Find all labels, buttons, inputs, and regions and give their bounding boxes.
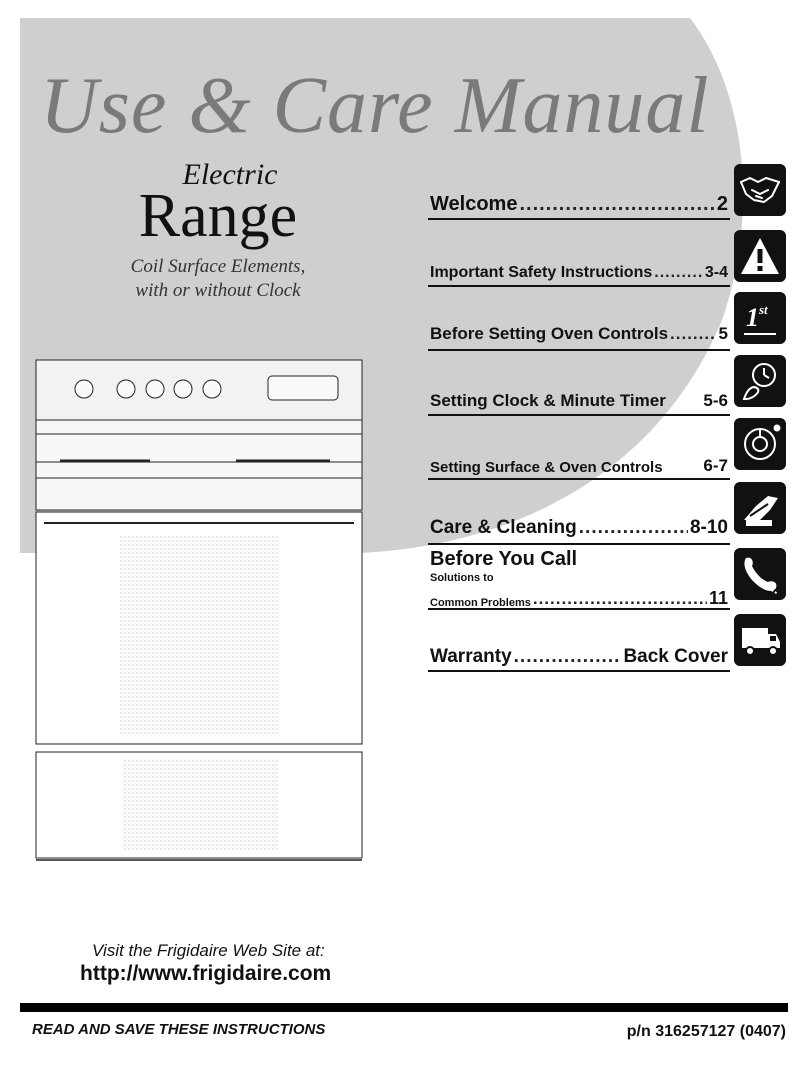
toc-label: Setting Surface & Oven Controls xyxy=(430,459,663,476)
toc-item-safety[interactable] xyxy=(430,256,728,282)
range-knob xyxy=(146,380,164,398)
toc-leader-dots xyxy=(514,646,622,668)
range-oven-window xyxy=(200,536,280,736)
range-top-edge xyxy=(36,462,362,478)
cleaning-icon xyxy=(734,482,786,534)
toc-page-number: 5 xyxy=(718,324,728,343)
phone-icon xyxy=(734,548,786,600)
toc-page-number: 6-7 xyxy=(703,456,728,475)
svg-text:1: 1 xyxy=(746,303,759,332)
toc-leader-dots xyxy=(519,193,714,216)
toc-page-number: 5-6 xyxy=(703,391,728,410)
toc-divider xyxy=(428,670,730,672)
product-type: Electric xyxy=(182,158,278,191)
toc-leader-dots xyxy=(579,517,688,539)
handshake-icon xyxy=(734,164,786,216)
toc-item-before-setting[interactable] xyxy=(430,318,728,344)
toc-item-care-cleaning[interactable] xyxy=(430,513,728,539)
read-and-save-notice: READ AND SAVE THESE INSTRUCTIONS xyxy=(32,1021,326,1038)
toc-divider xyxy=(428,285,730,287)
toc-page-number: 11 xyxy=(708,588,728,608)
manual-title: Use & Care Manual xyxy=(40,62,710,150)
toc-divider xyxy=(428,218,730,220)
toc-leader-dots xyxy=(670,324,717,344)
toc-label: Before Setting Oven Controls xyxy=(430,324,669,343)
toc-sublabel: Common Problems xyxy=(430,597,531,609)
range-clock-display xyxy=(268,376,338,400)
first-icon xyxy=(734,292,786,344)
product-name: Range xyxy=(138,182,298,250)
toc-label: Setting Clock & Minute Timer xyxy=(430,391,666,410)
toc-divider xyxy=(428,478,730,480)
toc-divider xyxy=(428,349,730,351)
product-subtitle-line: with or without Clock xyxy=(135,280,301,302)
toc-page-number: 3-4 xyxy=(704,264,728,281)
toc-item-common-problems[interactable] xyxy=(430,583,728,609)
website-link[interactable]: http://www.frigidaire.com xyxy=(80,962,332,985)
toc-page-number: Back Cover xyxy=(623,646,728,667)
toc-item-before-you-call[interactable]: Before You Call xyxy=(430,548,578,570)
clock-icon xyxy=(734,355,786,407)
range-drawer-panel xyxy=(122,758,278,850)
range-knob xyxy=(174,380,192,398)
product-subtitle xyxy=(108,255,328,304)
warning-icon xyxy=(734,230,786,282)
truck-icon xyxy=(734,614,786,666)
toc-page-number: 8-10 xyxy=(689,517,728,538)
range-illustration xyxy=(36,360,362,860)
range-control-strip xyxy=(36,478,362,510)
range-oven-window xyxy=(120,536,200,736)
toc-divider xyxy=(428,414,730,416)
range-knob xyxy=(117,380,135,398)
toc-label: Warranty xyxy=(430,646,512,667)
toc-page-number: 2 xyxy=(716,193,728,215)
footer-bar xyxy=(20,1003,788,1012)
toc-label: Welcome xyxy=(430,193,518,215)
toc-leader-dots xyxy=(533,589,707,609)
part-number: p/n 316257127 (0407) xyxy=(626,1023,786,1040)
toc-item-clock[interactable] xyxy=(430,385,728,411)
toc-sublabel: Solutions to xyxy=(430,572,494,584)
svg-text:st: st xyxy=(759,302,768,317)
toc-item-warranty[interactable] xyxy=(430,642,728,668)
range-knob xyxy=(203,380,221,398)
toc-item-welcome[interactable] xyxy=(430,190,728,216)
toc-divider xyxy=(428,543,730,545)
toc-leader-dots xyxy=(654,264,703,282)
knob-icon xyxy=(734,418,786,470)
range-knob xyxy=(75,380,93,398)
product-subtitle-line: Coil Surface Elements, xyxy=(130,256,306,277)
toc-divider xyxy=(428,608,730,610)
toc-label: Care & Cleaning xyxy=(430,517,577,538)
website-prompt: Visit the Frigidaire Web Site at: xyxy=(92,941,325,960)
toc-label: Important Safety Instructions xyxy=(430,264,653,281)
range-cooktop xyxy=(36,420,362,462)
toc-item-surface-oven[interactable] xyxy=(430,450,728,476)
